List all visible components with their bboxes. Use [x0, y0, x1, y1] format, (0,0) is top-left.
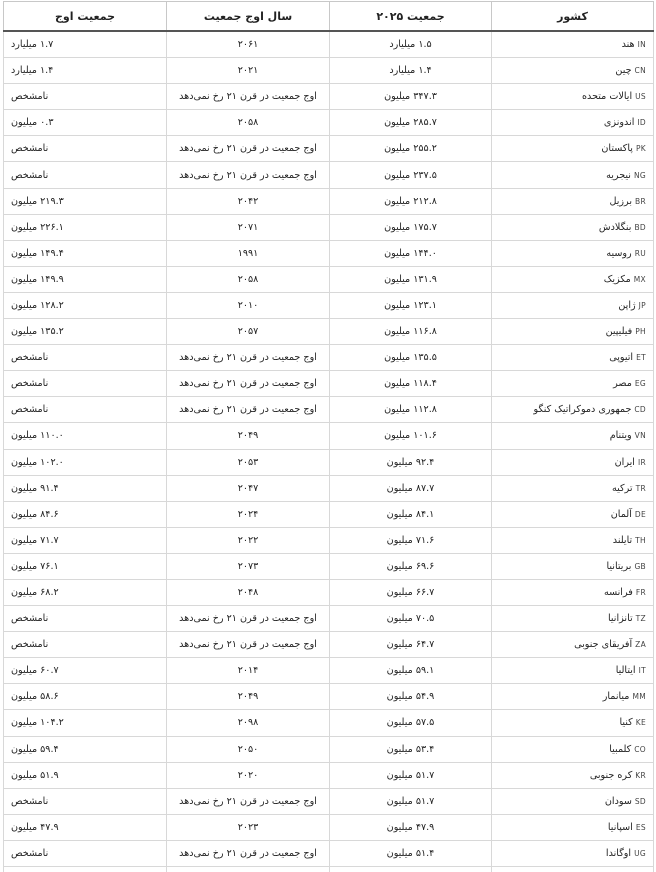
country-cell: [492, 762, 654, 788]
population-table: [3, 1, 654, 872]
country-cell: [492, 371, 654, 397]
table-row: [4, 266, 654, 292]
country-cell: [492, 423, 654, 449]
country-cell: [492, 501, 654, 527]
header-country[interactable]: کشور: [492, 2, 654, 32]
peak-year-cell: اوج جمعیت در قرن ۲۱ رخ نمی‌دهد: [167, 397, 330, 423]
population-2025-cell: ۱۳۵.۵ میلیون: [330, 345, 492, 371]
table-row: [4, 319, 654, 345]
country-name: مکزیک: [603, 273, 631, 285]
population-2025-cell: ۱۴۴.۰ میلیون: [330, 240, 492, 266]
table-row: [4, 371, 654, 397]
peak-population-cell: ۷۱.۷ میلیون: [4, 527, 167, 553]
peak-population-cell: [4, 867, 167, 872]
country-cell: [492, 136, 654, 162]
country-cell: [492, 110, 654, 136]
population-2025-cell: ۹۲.۴ میلیون: [330, 449, 492, 475]
peak-year-cell: اوج جمعیت در قرن ۲۱ رخ نمی‌دهد: [167, 788, 330, 814]
population-2025-cell: ۵۱.۷ میلیون: [330, 788, 492, 814]
table-row: [4, 214, 654, 240]
population-2025-cell: ۱.۴ میلیارد: [330, 58, 492, 84]
peak-population-cell: ۲۲۶.۱ میلیون: [4, 214, 167, 240]
peak-year-cell: اوج جمعیت در قرن ۲۱ رخ نمی‌دهد: [167, 632, 330, 658]
country-cell: [492, 632, 654, 658]
peak-year-cell: ۲۰۴۹: [167, 423, 330, 449]
table-row: [4, 345, 654, 371]
peak-population-cell: نامشخص: [4, 632, 167, 658]
country-name: نیجریه: [606, 169, 631, 181]
country-code: TZ: [635, 614, 646, 624]
country-code: PH: [635, 327, 646, 337]
peak-year-cell: اوج جمعیت در قرن ۲۱ رخ نمی‌دهد: [167, 371, 330, 397]
population-2025-cell: ۵۴.۹ میلیون: [330, 684, 492, 710]
population-2025-cell: ۱۳۱.۹ میلیون: [330, 266, 492, 292]
peak-population-cell: ۶۸.۲ میلیون: [4, 579, 167, 605]
peak-year-cell: اوج جمعیت در قرن ۲۱ رخ نمی‌دهد: [167, 345, 330, 371]
country-name: اتیوپی: [609, 352, 634, 364]
table-row: [4, 736, 654, 762]
country-name: مصر: [613, 378, 632, 390]
peak-year-cell: ۲۰۶۱: [167, 31, 330, 58]
country-cell: [492, 788, 654, 814]
country-cell: [492, 658, 654, 684]
country-name: ایالات متحده: [582, 91, 633, 103]
peak-population-cell: ۸۴.۶ میلیون: [4, 501, 167, 527]
population-2025-cell: ۳۴۷.۳ میلیون: [330, 84, 492, 110]
peak-year-cell: اوج جمعیت در قرن ۲۱ رخ نمی‌دهد: [167, 136, 330, 162]
peak-year-cell: ۲۰۵۸: [167, 266, 330, 292]
population-2025-cell: ۲۱۲.۸ میلیون: [330, 188, 492, 214]
peak-population-cell: ۱۴۹.۴ میلیون: [4, 240, 167, 266]
table-row: [4, 162, 654, 188]
table-row: [4, 632, 654, 658]
country-name: میانمار: [602, 691, 630, 703]
peak-population-cell: ۲۱۹.۳ میلیون: [4, 188, 167, 214]
country-name: تایلند: [612, 534, 633, 546]
country-name: آفریقای جنوبی: [574, 639, 633, 651]
country-code: BR: [635, 196, 646, 206]
peak-population-cell: ۱۴۹.۹ میلیون: [4, 266, 167, 292]
table-header-row: [4, 2, 654, 32]
peak-population-cell: نامشخص: [4, 397, 167, 423]
country-name: ژاپن: [618, 299, 636, 311]
peak-year-cell: اوج جمعیت در قرن ۲۱ رخ نمی‌دهد: [167, 84, 330, 110]
peak-population-cell: نامشخص: [4, 345, 167, 371]
country-code: ID: [637, 118, 646, 128]
country-code: MM: [632, 692, 646, 702]
population-2025-cell: ۱۲۳.۱ میلیون: [330, 292, 492, 318]
country-code: IT: [638, 666, 646, 676]
country-name: ایران: [614, 456, 635, 468]
country-cell: [492, 814, 654, 840]
country-code: ES: [635, 822, 646, 832]
table-row: [4, 814, 654, 840]
table-row: [4, 292, 654, 318]
country-name: فیلیپین: [605, 326, 633, 338]
country-code: KR: [635, 770, 646, 780]
peak-population-cell: نامشخص: [4, 84, 167, 110]
country-code: ET: [636, 353, 646, 363]
peak-population-cell: ۷۶.۱ میلیون: [4, 553, 167, 579]
table-row: [4, 188, 654, 214]
country-name: برزیل: [609, 195, 633, 207]
country-cell: [492, 684, 654, 710]
table-row: [4, 240, 654, 266]
country-name: هند: [621, 39, 635, 51]
country-code: ZA: [635, 640, 646, 650]
peak-population-cell: ۰.۳ میلیون: [4, 110, 167, 136]
population-2025-cell: ۵۹.۱ میلیون: [330, 658, 492, 684]
population-2025-cell: ۵۳.۴ میلیون: [330, 736, 492, 762]
country-code: DE: [634, 509, 646, 519]
country-code: TH: [635, 535, 646, 545]
population-2025-cell: ۷۰.۵ میلیون: [330, 606, 492, 632]
peak-population-cell: ۵۸.۶ میلیون: [4, 684, 167, 710]
population-2025-cell: ۴۷.۹ میلیون: [330, 814, 492, 840]
peak-population-cell: ۴۷.۹ میلیون: [4, 814, 167, 840]
peak-population-cell: ۱۰۴.۲ میلیون: [4, 710, 167, 736]
peak-year-cell: ۲۰۷۱: [167, 214, 330, 240]
peak-population-cell: ۱.۷ میلیارد: [4, 31, 167, 58]
table-row: [4, 579, 654, 605]
country-name: اسپانیا: [607, 821, 633, 833]
country-code: KE: [635, 718, 646, 728]
table-row: [4, 31, 654, 58]
table-row: [4, 710, 654, 736]
peak-year-cell: ۲۰۹۸: [167, 710, 330, 736]
country-name: جمهوری دموکراتیک کنگو: [533, 404, 632, 416]
header-population-2025[interactable]: جمعیت ۲۰۲۵: [330, 2, 492, 32]
country-code: IN: [637, 40, 646, 50]
table-row: [4, 788, 654, 814]
country-code: EG: [634, 379, 646, 389]
country-name: اوگاندا: [605, 847, 632, 859]
table-row: [4, 867, 654, 872]
country-cell: [492, 345, 654, 371]
table-body: [4, 31, 654, 872]
country-code: CO: [634, 744, 646, 754]
country-code: US: [635, 92, 646, 102]
header-peak-year[interactable]: سال اوج جمعیت: [167, 2, 330, 32]
country-code: PK: [635, 144, 646, 154]
population-2025-cell: ۸۷.۷ میلیون: [330, 475, 492, 501]
country-cell: [492, 84, 654, 110]
peak-population-cell: ۵۱.۹ میلیون: [4, 762, 167, 788]
population-2025-cell: ۲۵۵.۲ میلیون: [330, 136, 492, 162]
country-cell: [492, 527, 654, 553]
table-row: [4, 501, 654, 527]
country-cell: [492, 579, 654, 605]
country-cell: [492, 449, 654, 475]
table-row: [4, 449, 654, 475]
table-row: [4, 762, 654, 788]
table-row: [4, 58, 654, 84]
population-2025-cell: ۲۸۵.۷ میلیون: [330, 110, 492, 136]
country-code: SD: [634, 796, 646, 806]
peak-year-cell: اوج جمعیت در قرن ۲۱ رخ نمی‌دهد: [167, 840, 330, 866]
table-row: [4, 553, 654, 579]
peak-population-cell: ۶۰.۷ میلیون: [4, 658, 167, 684]
country-code: UG: [634, 848, 646, 858]
country-name: کلمبیا: [609, 743, 632, 755]
peak-year-cell: ۲۰۲۲: [167, 527, 330, 553]
peak-population-cell: نامشخص: [4, 788, 167, 814]
population-2025-cell: ۶۴.۷ میلیون: [330, 632, 492, 658]
population-2025-cell: ۶۶.۷ میلیون: [330, 579, 492, 605]
population-2025-cell: ۵۱.۷ میلیون: [330, 762, 492, 788]
country-name: اندونزی: [603, 117, 635, 129]
country-name: سودان: [604, 795, 632, 807]
header-peak-population[interactable]: جمعیت اوج: [4, 2, 167, 32]
country-cell: [492, 162, 654, 188]
population-2025-cell: ۱۱۸.۴ میلیون: [330, 371, 492, 397]
country-name: تانزانیا: [607, 613, 633, 625]
peak-year-cell: ۲۰۴۸: [167, 579, 330, 605]
peak-year-cell: ۱۹۹۱: [167, 240, 330, 266]
table-row: [4, 527, 654, 553]
country-cell: [492, 214, 654, 240]
country-name: فرانسه: [603, 587, 633, 599]
population-2025-cell: ۷۱.۶ میلیون: [330, 527, 492, 553]
table-row: [4, 475, 654, 501]
peak-year-cell: ۲۰۱۴: [167, 658, 330, 684]
country-cell: [492, 292, 654, 318]
country-code: NG: [633, 170, 646, 180]
peak-population-cell: ۱۲۸.۲ میلیون: [4, 292, 167, 318]
table-row: [4, 606, 654, 632]
table-row: [4, 397, 654, 423]
peak-population-cell: ۱۰۲.۰ میلیون: [4, 449, 167, 475]
country-name: بنگلادش: [598, 221, 632, 233]
peak-population-cell: نامشخص: [4, 606, 167, 632]
peak-year-cell: ۲۰۲۳: [167, 814, 330, 840]
peak-year-cell: ۲۰۴۲: [167, 188, 330, 214]
country-cell: [492, 397, 654, 423]
country-cell: [492, 319, 654, 345]
country-code: RU: [634, 248, 646, 258]
country-code: BD: [634, 222, 646, 232]
country-name: چین: [615, 65, 632, 77]
country-cell: [492, 240, 654, 266]
country-cell: [492, 867, 654, 872]
peak-population-cell: ۵۹.۴ میلیون: [4, 736, 167, 762]
country-code: FR: [635, 588, 646, 598]
country-cell: [492, 58, 654, 84]
country-cell: [492, 710, 654, 736]
table-row: [4, 684, 654, 710]
peak-population-cell: ۹۱.۴ میلیون: [4, 475, 167, 501]
country-cell: [492, 553, 654, 579]
peak-year-cell: [167, 867, 330, 872]
peak-year-cell: ۲۰۴۷: [167, 475, 330, 501]
peak-population-cell: ۱۱۰.۰ میلیون: [4, 423, 167, 449]
table-row: [4, 136, 654, 162]
peak-year-cell: اوج جمعیت در قرن ۲۱ رخ نمی‌دهد: [167, 162, 330, 188]
country-cell: [492, 606, 654, 632]
country-code: VN: [634, 431, 646, 441]
country-name: کنیا: [619, 717, 633, 729]
peak-year-cell: ۲۰۲۰: [167, 762, 330, 788]
peak-year-cell: ۲۰۲۱: [167, 58, 330, 84]
population-2025-cell: ۱۷۵.۷ میلیون: [330, 214, 492, 240]
country-name: ترکیه: [612, 482, 633, 494]
population-2025-cell: ۱۰۱.۶ میلیون: [330, 423, 492, 449]
table-row: [4, 840, 654, 866]
peak-population-cell: ۱.۴ میلیارد: [4, 58, 167, 84]
country-name: بریتانیا: [606, 560, 632, 572]
population-2025-cell: ۲۳۷.۵ میلیون: [330, 162, 492, 188]
population-2025-cell: ۱.۵ میلیارد: [330, 31, 492, 58]
table-row: [4, 84, 654, 110]
country-code: JP: [638, 300, 646, 310]
peak-population-cell: نامشخص: [4, 371, 167, 397]
peak-year-cell: ۲۰۴۹: [167, 684, 330, 710]
population-2025-cell: ۶۹.۶ میلیون: [330, 553, 492, 579]
country-cell: [492, 475, 654, 501]
peak-year-cell: ۲۰۵۳: [167, 449, 330, 475]
country-code: MX: [633, 274, 646, 284]
country-name: ایتالیا: [615, 665, 636, 677]
peak-population-cell: نامشخص: [4, 162, 167, 188]
peak-year-cell: ۲۰۷۳: [167, 553, 330, 579]
peak-population-cell: نامشخص: [4, 136, 167, 162]
country-code: GB: [634, 561, 646, 571]
population-2025-cell: [330, 867, 492, 872]
peak-year-cell: ۲۰۵۰: [167, 736, 330, 762]
country-code: CN: [634, 66, 646, 76]
table-row: [4, 110, 654, 136]
table-row: [4, 658, 654, 684]
population-2025-cell: ۱۱۶.۸ میلیون: [330, 319, 492, 345]
country-name: کره جنوبی: [589, 769, 633, 781]
population-2025-cell: ۸۴.۱ میلیون: [330, 501, 492, 527]
country-code: TR: [635, 483, 646, 493]
country-cell: [492, 31, 654, 58]
country-name: آلمان: [610, 508, 632, 520]
country-cell: [492, 266, 654, 292]
country-cell: [492, 840, 654, 866]
country-cell: [492, 736, 654, 762]
country-name: روسیه: [606, 247, 632, 259]
population-2025-cell: ۱۱۲.۸ میلیون: [330, 397, 492, 423]
peak-year-cell: ۲۰۵۷: [167, 319, 330, 345]
peak-year-cell: اوج جمعیت در قرن ۲۱ رخ نمی‌دهد: [167, 606, 330, 632]
country-code: CD: [634, 405, 646, 415]
population-2025-cell: ۵۷.۵ میلیون: [330, 710, 492, 736]
country-cell: [492, 188, 654, 214]
country-name: ویتنام: [609, 430, 632, 442]
peak-year-cell: ۲۰۲۴: [167, 501, 330, 527]
table-row: [4, 423, 654, 449]
country-code: IR: [637, 457, 646, 467]
peak-population-cell: نامشخص: [4, 840, 167, 866]
population-2025-cell: ۵۱.۴ میلیون: [330, 840, 492, 866]
peak-population-cell: ۱۳۵.۲ میلیون: [4, 319, 167, 345]
peak-year-cell: ۲۰۵۸: [167, 110, 330, 136]
peak-year-cell: ۲۰۱۰: [167, 292, 330, 318]
country-name: پاکستان: [601, 143, 633, 155]
